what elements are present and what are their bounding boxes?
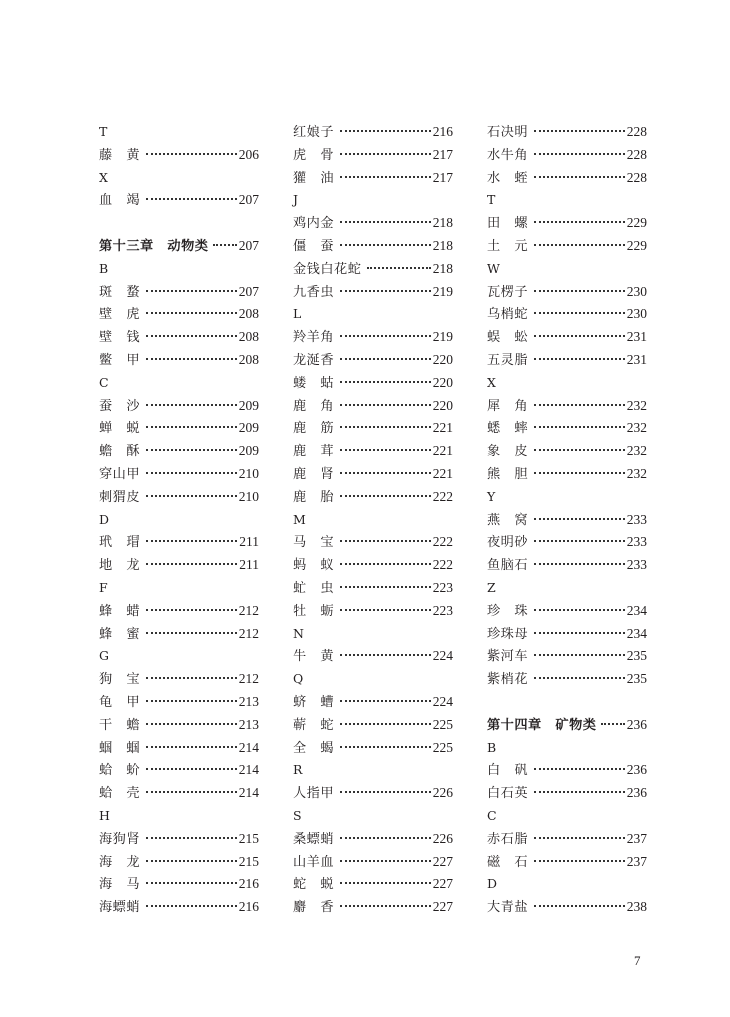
dot-leader xyxy=(534,392,625,406)
entry-page: 228 xyxy=(626,146,647,162)
dot-leader xyxy=(146,186,237,200)
index-entry xyxy=(487,782,647,805)
entry-page: 218 xyxy=(432,260,453,276)
entry-name: 牡 蛎 xyxy=(293,603,335,619)
letter-heading: W xyxy=(487,260,500,276)
letter-heading: Y xyxy=(487,488,496,504)
index-entry xyxy=(487,235,647,258)
dot-leader xyxy=(146,392,237,406)
index-entry xyxy=(293,486,453,509)
entry-page: 225 xyxy=(432,716,453,732)
entry-page: 219 xyxy=(432,329,453,345)
entry-name: 虻 虫 xyxy=(293,580,335,596)
letter-heading: M xyxy=(293,511,306,527)
dot-leader xyxy=(534,506,625,520)
entry-name: 蛤 壳 xyxy=(99,786,141,802)
dot-leader xyxy=(534,323,625,337)
dot-leader xyxy=(534,164,625,178)
dot-leader xyxy=(146,620,237,634)
entry-page: 238 xyxy=(626,899,647,915)
index-entry xyxy=(487,851,647,874)
letter-heading: N xyxy=(293,625,304,641)
index-column-1 xyxy=(99,121,259,919)
dot-leader xyxy=(534,620,625,634)
letter-heading: F xyxy=(99,579,108,595)
dot-leader xyxy=(340,848,431,862)
index-entry xyxy=(99,189,259,212)
dot-leader xyxy=(146,893,237,907)
dot-leader xyxy=(340,209,431,223)
entry-name: 虎 骨 xyxy=(293,147,335,163)
entry-name: 海狗肾 xyxy=(99,831,141,847)
dot-leader xyxy=(340,232,431,246)
entry-page: 208 xyxy=(238,306,259,322)
entry-page: 234 xyxy=(626,625,647,641)
letter-heading: X xyxy=(487,374,496,390)
dot-leader xyxy=(146,483,237,497)
entry-page: 218 xyxy=(432,237,453,253)
dot-leader xyxy=(146,528,237,542)
dot-leader xyxy=(146,734,237,748)
entry-page: 235 xyxy=(626,671,647,687)
entry-page: 220 xyxy=(432,397,453,413)
letter-heading: D xyxy=(487,876,498,892)
letter-heading: S xyxy=(293,807,302,823)
entry-name: 羚羊角 xyxy=(293,330,335,346)
entry-name: 红娘子 xyxy=(293,125,335,140)
entry-page: 227 xyxy=(432,853,453,869)
entry-name: 赤石脂 xyxy=(487,831,529,847)
entry-page: 214 xyxy=(238,762,259,778)
entry-page: 230 xyxy=(626,306,647,322)
dot-leader xyxy=(534,848,625,862)
letter-heading: H xyxy=(99,807,110,823)
dot-leader xyxy=(534,278,625,292)
dot-leader xyxy=(146,779,237,793)
dot-leader xyxy=(534,118,625,132)
entry-name: 马 宝 xyxy=(293,535,335,551)
entry-name: 鹿 肾 xyxy=(293,466,335,482)
entry-name: 金钱白花蛇 xyxy=(293,261,362,277)
entry-page: 226 xyxy=(432,785,453,801)
entry-page: 227 xyxy=(432,899,453,915)
entry-page: 214 xyxy=(238,739,259,755)
entry-page: 229 xyxy=(626,215,647,231)
entry-name: 磁 石 xyxy=(487,854,529,870)
entry-name: 鱼脑石 xyxy=(487,558,529,574)
entry-page: 233 xyxy=(626,511,647,527)
letter-heading: C xyxy=(487,807,497,823)
index-entry xyxy=(293,737,453,760)
entry-page: 213 xyxy=(238,716,259,732)
dot-leader xyxy=(146,597,237,611)
entry-page: 221 xyxy=(432,443,453,459)
dot-leader xyxy=(601,711,625,725)
entry-name: 藤 黄 xyxy=(99,147,141,163)
entry-name: 鹿 茸 xyxy=(293,444,335,460)
entry-name: 干 蟾 xyxy=(99,717,141,733)
dot-leader xyxy=(534,460,625,474)
entry-name: 桑螵蛸 xyxy=(293,831,335,847)
entry-page: 222 xyxy=(432,488,453,504)
entry-name: 燕 窝 xyxy=(487,512,529,528)
dot-leader xyxy=(534,665,625,679)
entry-page: 236 xyxy=(626,785,647,801)
entry-page: 235 xyxy=(626,648,647,664)
entry-page: 210 xyxy=(238,488,259,504)
entry-name: 刺猬皮 xyxy=(99,489,141,505)
entry-name: 龙涎香 xyxy=(293,352,335,368)
dot-leader xyxy=(534,597,625,611)
entry-page: 215 xyxy=(238,853,259,869)
dot-leader xyxy=(340,825,431,839)
entry-page: 211 xyxy=(239,557,259,573)
letter-heading: X xyxy=(99,169,108,185)
dot-leader xyxy=(534,300,625,314)
dot-leader xyxy=(146,688,237,702)
entry-page: 227 xyxy=(432,876,453,892)
entry-name: 蝼 蛄 xyxy=(293,375,335,391)
dot-leader xyxy=(340,893,431,907)
entry-page: 228 xyxy=(626,169,647,185)
dot-leader xyxy=(534,414,625,428)
entry-name: 蜂 蜜 xyxy=(99,626,141,642)
entry-page: 216 xyxy=(238,876,259,892)
index-entry xyxy=(487,167,647,190)
index-entry xyxy=(293,600,453,623)
entry-name: 白石英 xyxy=(487,786,529,802)
dot-leader xyxy=(340,574,431,588)
entry-page: 209 xyxy=(238,443,259,459)
entry-name: 蟋 蟀 xyxy=(487,421,529,437)
dot-leader xyxy=(146,414,237,428)
entry-page: 233 xyxy=(626,534,647,550)
dot-leader xyxy=(534,437,625,451)
dot-leader xyxy=(340,779,431,793)
entry-name: 白 矾 xyxy=(487,763,529,779)
index-entry xyxy=(99,623,259,646)
entry-name: 紫河车 xyxy=(487,649,529,665)
entry-name: 瓦楞子 xyxy=(487,284,529,300)
entry-page: 212 xyxy=(238,671,259,687)
letter-heading: J xyxy=(293,192,299,208)
dot-leader xyxy=(146,825,237,839)
dot-leader xyxy=(146,756,237,770)
entry-page: 237 xyxy=(626,853,647,869)
entry-name: 龟 甲 xyxy=(99,694,141,710)
entry-page: 220 xyxy=(432,351,453,367)
entry-name: 石决明 xyxy=(487,125,529,140)
entry-name: 土 元 xyxy=(487,238,529,254)
entry-name: 蝉 蜕 xyxy=(99,421,141,437)
index-entry xyxy=(99,896,259,919)
entry-name: 水牛角 xyxy=(487,147,529,163)
entry-page: 236 xyxy=(626,716,647,732)
dot-leader xyxy=(340,642,431,656)
entry-name: 紫梢花 xyxy=(487,672,529,688)
index-entry xyxy=(99,144,259,167)
entry-page: 233 xyxy=(626,557,647,573)
entry-name: 蚂 蚁 xyxy=(293,558,335,574)
entry-name: 大青盐 xyxy=(487,900,529,916)
dot-leader xyxy=(534,346,625,360)
dot-leader xyxy=(340,870,431,884)
dot-leader xyxy=(340,141,431,155)
dot-leader xyxy=(340,597,431,611)
entry-page: 237 xyxy=(626,830,647,846)
entry-page: 220 xyxy=(432,374,453,390)
entry-name: 僵 蚕 xyxy=(293,238,335,254)
entry-page: 212 xyxy=(238,625,259,641)
entry-page: 223 xyxy=(432,602,453,618)
entry-name: 麝 香 xyxy=(293,900,335,916)
entry-page: 229 xyxy=(626,237,647,253)
entry-name: 田 螺 xyxy=(487,216,529,232)
entry-name: 珍 珠 xyxy=(487,603,529,619)
entry-name: 獾 油 xyxy=(293,170,335,186)
letter-heading: B xyxy=(99,260,109,276)
entry-name: 玳 瑁 xyxy=(99,535,141,551)
dot-leader xyxy=(340,688,431,702)
entry-name: 蝈 蝈 xyxy=(99,740,141,756)
entry-page: 234 xyxy=(626,602,647,618)
dot-leader xyxy=(213,232,237,246)
letter-heading: C xyxy=(99,374,109,390)
letter-heading: L xyxy=(293,306,302,322)
letter-heading: D xyxy=(99,511,110,527)
dot-leader xyxy=(340,528,431,542)
dot-leader xyxy=(340,369,431,383)
index-entry xyxy=(293,281,453,304)
entry-page: 207 xyxy=(238,283,259,299)
chapter-entry xyxy=(487,714,647,737)
entry-name: 斑 蝥 xyxy=(99,284,141,300)
dot-leader xyxy=(534,551,625,565)
entry-page: 208 xyxy=(238,351,259,367)
dot-leader xyxy=(340,711,431,725)
entry-name: 海 龙 xyxy=(99,854,141,870)
index-entry xyxy=(487,554,647,577)
entry-name: 象 皮 xyxy=(487,444,529,460)
entry-name: 蛤 蚧 xyxy=(99,763,141,779)
entry-page: 225 xyxy=(432,739,453,755)
index-entry xyxy=(293,782,453,805)
entry-name: 五灵脂 xyxy=(487,352,529,368)
entry-page: 219 xyxy=(432,283,453,299)
dot-leader xyxy=(340,323,431,337)
dot-leader xyxy=(534,779,625,793)
entry-name: 蟾 酥 xyxy=(99,444,141,460)
entry-page: 212 xyxy=(238,602,259,618)
entry-name: 血 竭 xyxy=(99,193,141,209)
index-entry xyxy=(487,668,647,691)
index-entry xyxy=(293,167,453,190)
entry-page: 213 xyxy=(238,693,259,709)
index-entry xyxy=(293,896,453,919)
dot-leader xyxy=(534,209,625,223)
entry-name: 穿山甲 xyxy=(99,466,141,482)
entry-page: 224 xyxy=(432,648,453,664)
letter-heading: B xyxy=(487,739,497,755)
entry-name: 壁 虎 xyxy=(99,307,141,323)
dot-leader xyxy=(534,825,625,839)
entry-page: 230 xyxy=(626,283,647,299)
dot-leader xyxy=(340,551,431,565)
letter-heading: R xyxy=(293,762,303,778)
entry-name: 人指甲 xyxy=(293,786,335,802)
dot-leader xyxy=(340,346,431,360)
entry-page: 217 xyxy=(432,146,453,162)
index-entry xyxy=(487,349,647,372)
entry-page: 208 xyxy=(238,329,259,345)
entry-name: 鹿 角 xyxy=(293,398,335,414)
dot-leader xyxy=(340,118,431,132)
page-number: 7 xyxy=(634,953,641,968)
entry-page: 232 xyxy=(626,420,647,436)
entry-name: 第十三章 动物类 xyxy=(99,238,209,254)
entry-page: 206 xyxy=(238,146,259,162)
dot-leader xyxy=(340,278,431,292)
entry-name: 熊 胆 xyxy=(487,466,529,482)
dot-leader xyxy=(146,346,237,360)
entry-page: 226 xyxy=(432,830,453,846)
dot-leader xyxy=(534,232,625,246)
entry-page: 211 xyxy=(239,534,259,550)
dot-leader xyxy=(146,141,237,155)
entry-name: 蜂 蜡 xyxy=(99,603,141,619)
index-column-3 xyxy=(487,121,647,919)
index-entry xyxy=(99,782,259,805)
entry-page: 223 xyxy=(432,579,453,595)
entry-page: 215 xyxy=(238,830,259,846)
entry-name: 海 马 xyxy=(99,877,141,893)
entry-page: 236 xyxy=(626,762,647,778)
entry-page: 222 xyxy=(432,534,453,550)
dot-leader xyxy=(146,551,237,565)
entry-name: 全 蝎 xyxy=(293,740,335,756)
dot-leader xyxy=(534,642,625,656)
dot-leader xyxy=(340,460,431,474)
dot-leader xyxy=(534,893,625,907)
dot-leader xyxy=(146,711,237,725)
dot-leader xyxy=(146,870,237,884)
index-entry xyxy=(487,463,647,486)
entry-name: 九香虫 xyxy=(293,284,335,300)
entry-name: 蜈 蚣 xyxy=(487,330,529,346)
entry-page: 231 xyxy=(626,329,647,345)
entry-page: 218 xyxy=(432,215,453,231)
dot-leader xyxy=(146,665,237,679)
entry-name: 夜明砂 xyxy=(487,535,529,551)
entry-name: 鹿 筋 xyxy=(293,421,335,437)
entry-name: 鸡内金 xyxy=(293,216,335,232)
entry-name: 牛 黄 xyxy=(293,649,335,665)
dot-leader xyxy=(367,255,430,269)
entry-page: 207 xyxy=(238,192,259,208)
dot-leader xyxy=(146,300,237,314)
entry-name: 地 龙 xyxy=(99,558,141,574)
entry-page: 221 xyxy=(432,465,453,481)
index-entry xyxy=(99,486,259,509)
entry-name: 蚕 沙 xyxy=(99,398,141,414)
index-column-2 xyxy=(293,121,453,919)
dot-leader xyxy=(146,278,237,292)
entry-name: 山羊血 xyxy=(293,854,335,870)
dot-leader xyxy=(340,483,431,497)
entry-name: 第十四章 矿物类 xyxy=(487,717,597,733)
entry-page: 214 xyxy=(238,785,259,801)
entry-page: 231 xyxy=(626,351,647,367)
dot-leader xyxy=(340,414,431,428)
entry-page: 209 xyxy=(238,397,259,413)
letter-heading: T xyxy=(99,124,108,139)
entry-page: 216 xyxy=(432,124,453,139)
index-entry xyxy=(293,645,453,668)
entry-page: 210 xyxy=(238,465,259,481)
letter-heading: Z xyxy=(487,579,496,595)
entry-name: 犀 角 xyxy=(487,398,529,414)
entry-name: 蛇 蜕 xyxy=(293,877,335,893)
entry-name: 珍珠母 xyxy=(487,626,529,642)
dot-leader xyxy=(146,460,237,474)
letter-heading: T xyxy=(487,192,496,208)
dot-leader xyxy=(534,756,625,770)
dot-leader xyxy=(146,437,237,451)
index-entry xyxy=(487,896,647,919)
entry-page: 232 xyxy=(626,465,647,481)
entry-page: 232 xyxy=(626,443,647,459)
dot-leader xyxy=(340,437,431,451)
entry-name: 蛴 螬 xyxy=(293,694,335,710)
letter-heading: Q xyxy=(293,671,304,687)
entry-name: 海螵蛸 xyxy=(99,900,141,916)
entry-page: 216 xyxy=(238,899,259,915)
entry-page: 209 xyxy=(238,420,259,436)
entry-page: 222 xyxy=(432,557,453,573)
index-entry xyxy=(99,554,259,577)
entry-name: 水 蛭 xyxy=(487,170,529,186)
entry-page: 232 xyxy=(626,397,647,413)
entry-page: 228 xyxy=(626,124,647,139)
entry-page: 224 xyxy=(432,693,453,709)
dot-leader xyxy=(146,323,237,337)
entry-page: 217 xyxy=(432,169,453,185)
entry-name: 狗 宝 xyxy=(99,672,141,688)
dot-leader xyxy=(340,392,431,406)
entry-name: 鳖 甲 xyxy=(99,352,141,368)
entry-name: 蕲 蛇 xyxy=(293,717,335,733)
entry-name: 乌梢蛇 xyxy=(487,307,529,323)
index-entry xyxy=(99,349,259,372)
dot-leader xyxy=(146,848,237,862)
entry-page: 221 xyxy=(432,420,453,436)
entry-name: 壁 钱 xyxy=(99,330,141,346)
letter-heading: G xyxy=(99,648,109,664)
dot-leader xyxy=(340,164,431,178)
entry-page: 207 xyxy=(238,237,259,253)
dot-leader xyxy=(534,141,625,155)
dot-leader xyxy=(534,528,625,542)
dot-leader xyxy=(340,734,431,748)
chapter-entry xyxy=(99,235,259,258)
entry-name: 鹿 胎 xyxy=(293,489,335,505)
